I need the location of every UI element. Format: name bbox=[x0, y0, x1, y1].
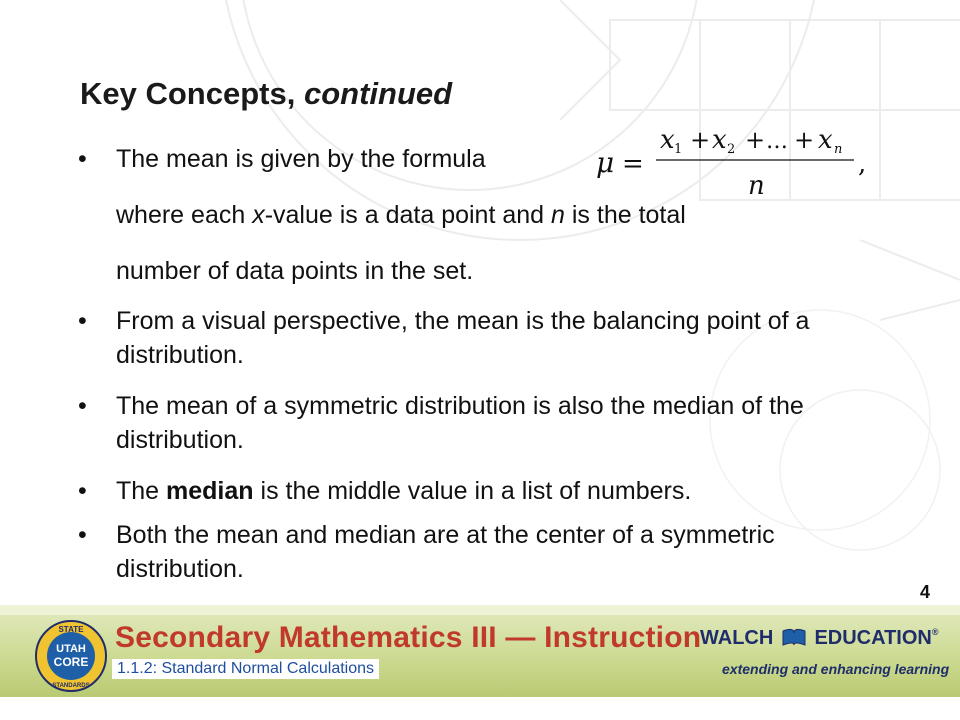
page-number: 4 bbox=[920, 582, 931, 602]
bullet-text: From a visual perspective, the mean is the balancing point of a distribution. bbox=[116, 307, 810, 369]
formula-dots: … bbox=[766, 129, 788, 154]
footer-bottom bbox=[0, 697, 960, 720]
bullet-dot: • bbox=[78, 521, 87, 549]
formula-plus-2: + bbox=[745, 126, 766, 154]
svg-text:STANDARDS: STANDARDS bbox=[52, 683, 90, 689]
svg-text:CORE: CORE bbox=[53, 655, 89, 669]
bullet-dot: • bbox=[78, 392, 87, 420]
footer-stripe bbox=[0, 605, 960, 615]
publisher-left: WALCH bbox=[700, 627, 774, 649]
formula-equals: = bbox=[622, 149, 644, 179]
publisher-right: EDUCATION bbox=[814, 627, 932, 649]
formula-denominator: n bbox=[748, 171, 765, 200]
formula-mu: μ bbox=[596, 146, 615, 179]
book-icon bbox=[781, 627, 807, 647]
course-title: Secondary Mathematics III — Instruction bbox=[115, 621, 702, 654]
formula-sub-2: 2 bbox=[727, 142, 736, 157]
formula-sub-n: n bbox=[834, 142, 843, 157]
bullet-dot: • bbox=[78, 145, 87, 173]
formula-plus-1: + bbox=[690, 126, 711, 154]
publisher-logo bbox=[700, 627, 939, 650]
lesson-label: 1.1.2: Standard Normal Calculations bbox=[112, 659, 379, 679]
title-emphasis: continued bbox=[303, 76, 453, 111]
svg-text:UTAH: UTAH bbox=[56, 643, 86, 655]
formula-x1: x bbox=[660, 125, 675, 155]
registered-mark: ® bbox=[931, 627, 939, 637]
formula-plus-3: + bbox=[794, 126, 815, 154]
bullet-text: The mean of a symmetric distribution is also the median of the distribution. bbox=[116, 392, 804, 454]
bullet-dot: • bbox=[78, 477, 87, 505]
formula-x2: x bbox=[712, 125, 727, 155]
mean-formula bbox=[590, 120, 870, 200]
publisher-tagline: extending and enhancing learning bbox=[722, 661, 950, 677]
term-median: median bbox=[166, 477, 254, 505]
utah-core-badge-icon bbox=[34, 619, 108, 693]
title-main: Key Concepts, bbox=[80, 76, 304, 111]
bullet-text: The median is the middle value in a list of numbers. bbox=[116, 477, 692, 505]
bullet-text: Both the mean and median are at the center of a symmetric distribution. bbox=[116, 521, 775, 583]
bullet-line-2: where each x-value is a data point and n is the total bbox=[116, 201, 686, 229]
formula-comma: , bbox=[858, 149, 867, 179]
bullet-line-3: number of data points in the set. bbox=[116, 257, 474, 285]
bullet-dot: • bbox=[78, 307, 87, 335]
formula-xn: x bbox=[818, 125, 833, 155]
formula-sub-1: 1 bbox=[674, 142, 683, 157]
slide-title bbox=[80, 76, 452, 112]
footer bbox=[0, 605, 960, 720]
bullet-line-1: The mean is given by the formula bbox=[116, 145, 486, 173]
svg-text:STATE: STATE bbox=[58, 625, 84, 634]
